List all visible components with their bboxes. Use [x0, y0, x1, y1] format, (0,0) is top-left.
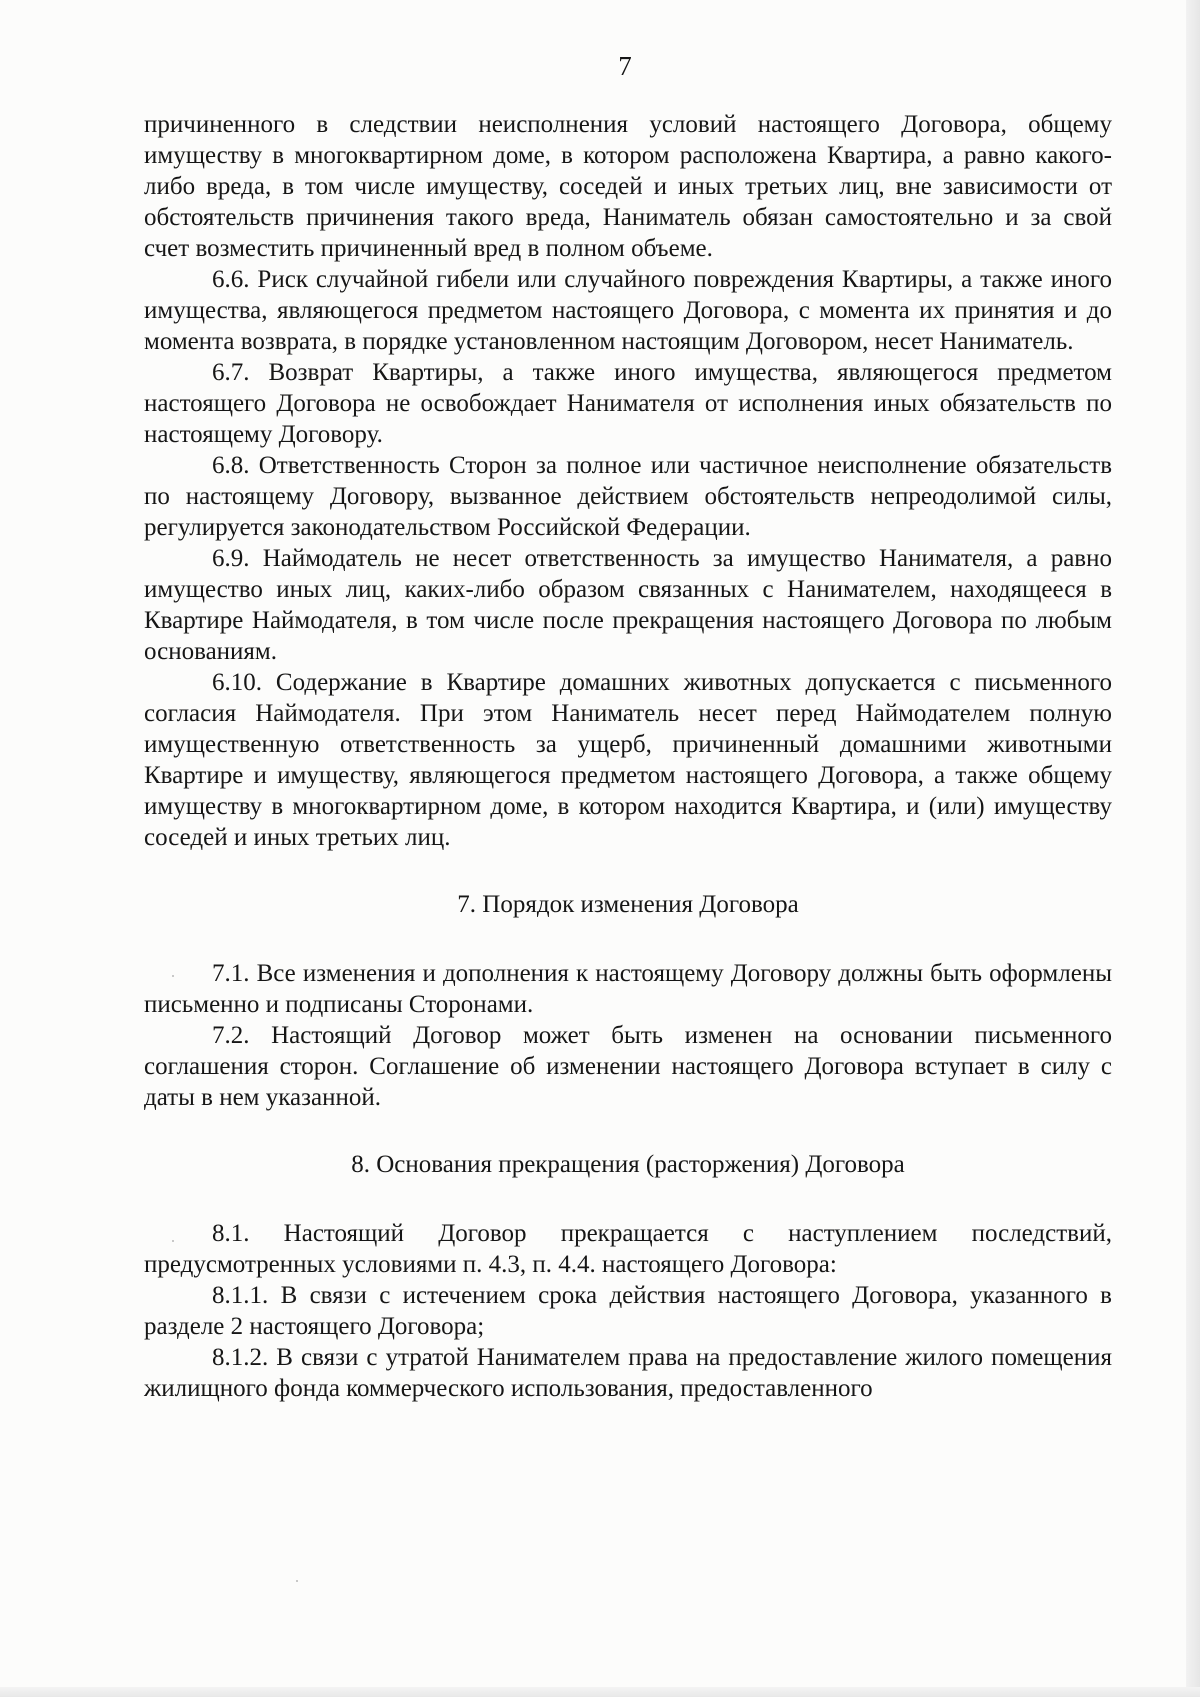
paragraph-6-8: 6.8. Ответственность Сторон за полное или частичное неисполнение обязательств по настоящему Договору, вызванное действием обстоятельств непреодолимой силы, регулируется законодательством Российской Федерации.: [144, 452, 1112, 541]
page-number: 7: [618, 51, 632, 81]
section-8-heading: 8. Основания прекращения (расторжения) Договора: [351, 1151, 905, 1178]
paragraph-8-1: 8.1. Настоящий Договор прекращается с наступлением последствий, предусмотренных условиями п. 4.3, п. 4.4. настоящего Договора:: [144, 1220, 1112, 1278]
paragraph-6-5-continuation: причиненного в следствии неисполнения условий настоящего Договора, общему имуществу в многоквартирном доме, в котором расположена Квартира, а равно какого-либо вреда, в том числе имуществу, соседей и иных третьих лиц, вне зависимости от обстоятельств причинения такого вреда, Наниматель обязан самостоятельно и за свой счет возместить причиненный вред в полном объеме.: [144, 111, 1112, 262]
paragraph-6-10: 6.10. Содержание в Квартире домашних животных допускается с письменного согласия Наймодателя. При этом Наниматель несет перед Наймодателем полную имущественную ответственность за ущерб, причиненный домашними животными Квартире и имуществу, являющегося предметом настоящего Договора, а также общему имуществу в многоквартирном доме, в котором находится Квартира, и (или) имуществу соседей и иных третьих лиц.: [144, 669, 1112, 851]
paragraph-6-6: 6.6. Риск случайной гибели или случайного повреждения Квартиры, а также иного имущества, являющегося предметом настоящего Договора, с момента их принятия и до момента возврата, в порядке установленном настоящим Договором, несет Наниматель.: [144, 266, 1112, 355]
scan-right-edge: [1186, 0, 1200, 1697]
paragraph-7-2: 7.2. Настоящий Договор может быть изменен на основании письменного соглашения сторон. Соглашение об изменении настоящего Договора вступает в силу с даты в нем указанной.: [144, 1022, 1112, 1111]
paragraph-8-1-2: 8.1.2. В связи с утратой Нанимателем права на предоставление жилого помещения жилищного фонда коммерческого использования, предоставленного: [144, 1344, 1112, 1402]
paragraph-6-7: 6.7. Возврат Квартиры, а также иного имущества, являющегося предметом настоящего Договора не освобождает Нанимателя от исполнения иных обязательств по настоящему Договору.: [144, 359, 1112, 448]
paragraph-8-1-1: 8.1.1. В связи с истечением срока действия настоящего Договора, указанного в разделе 2 настоящего Договора;: [144, 1282, 1112, 1340]
scan-bottom-edge: [0, 1687, 1200, 1697]
scan-speck: [296, 1580, 298, 1582]
section-7-heading: 7. Порядок изменения Договора: [457, 891, 799, 918]
paragraph-7-1: 7.1. Все изменения и дополнения к настоящему Договору должны быть оформлены письменно и подписаны Сторонами.: [144, 960, 1112, 1018]
document-body: [144, 109, 1112, 1404]
paragraph-6-9: 6.9. Наймодатель не несет ответственность за имущество Нанимателя, а равно имущество иных лиц, каких-либо образом связанных с Нанимателем, находящееся в Квартире Наймодателя, в том числе после прекращения настоящего Договора по любым основаниям.: [144, 545, 1112, 665]
